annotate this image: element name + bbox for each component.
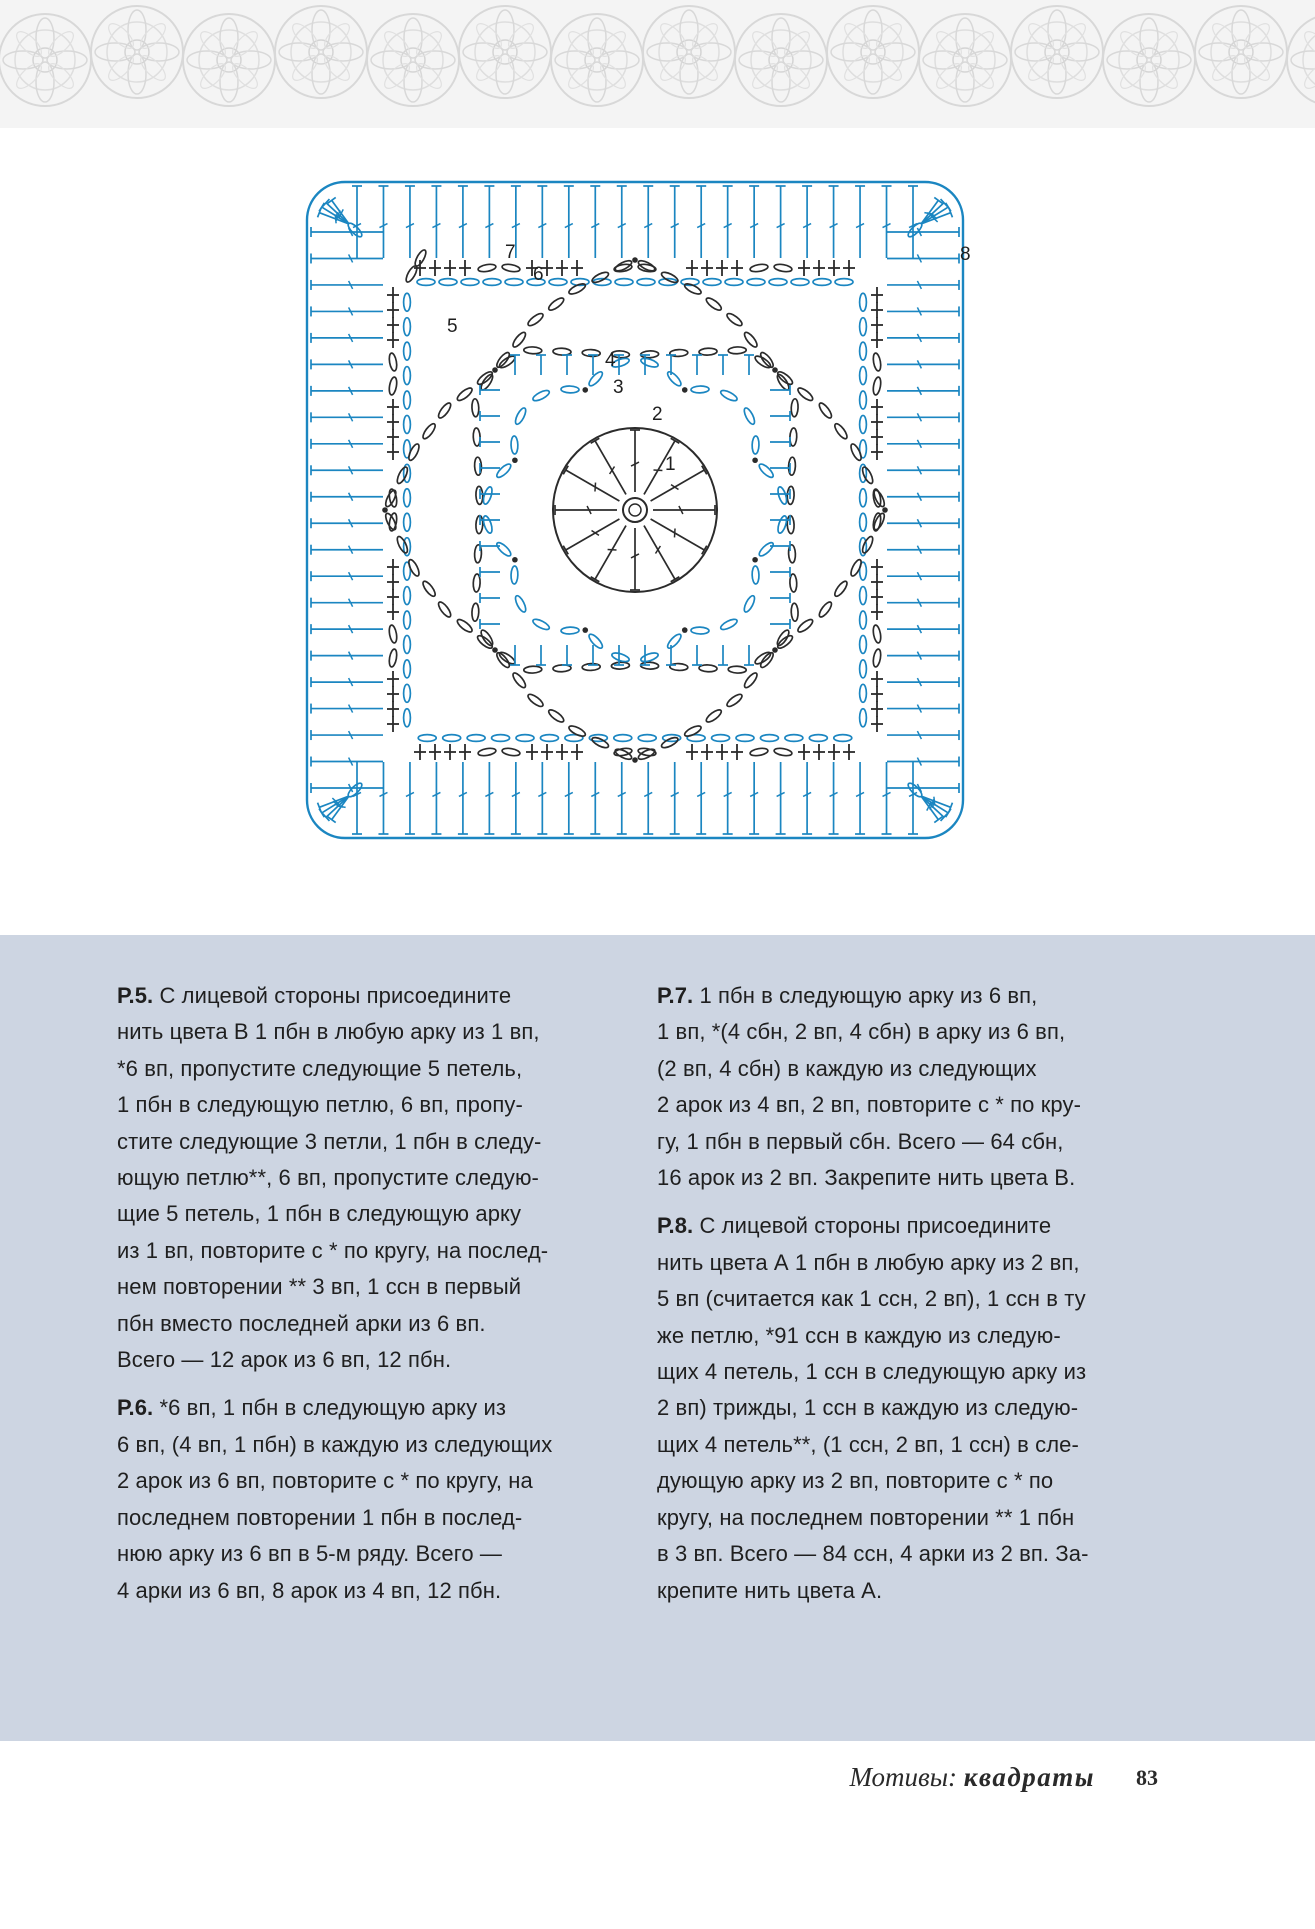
slip-stitch-dot — [512, 557, 518, 563]
step-label: Р.7. — [657, 983, 694, 1008]
petal-chain — [547, 708, 565, 724]
slip-stitch-dot — [682, 387, 688, 393]
chain-arc — [860, 660, 867, 678]
chain-stitch — [872, 353, 882, 372]
stitch-top-bar — [946, 203, 951, 211]
loop-chain — [482, 515, 494, 534]
slip-stitch-dot — [752, 457, 758, 463]
instruction-text: крепите нить цвета А. — [657, 1577, 883, 1603]
chain-arc — [860, 293, 867, 311]
chain-arc — [467, 735, 485, 742]
instruction-text: нить цвета А 1 пбн в любую арку из 2 вп, — [657, 1249, 1080, 1275]
double-crochet-stitch — [595, 526, 626, 580]
chain-stitch — [774, 747, 793, 757]
chain-arc — [769, 279, 787, 286]
chain-arc — [860, 587, 867, 605]
instruction-line — [117, 1087, 622, 1123]
stitch-top-bar — [319, 203, 324, 211]
step-label: Р.6. — [117, 1395, 154, 1421]
instructions-right-column — [657, 978, 1162, 1621]
chain-arc — [860, 709, 867, 727]
petal-chain — [705, 296, 723, 312]
instruction-text: 6 вп, (4 вп, 1 пбн) в каждую из следующих — [117, 1431, 553, 1457]
chain-arc — [860, 513, 867, 531]
chain-arc — [461, 279, 479, 286]
instruction-line — [657, 1390, 1162, 1426]
chain-arc — [809, 735, 827, 742]
instruction-text: *6 вп, пропустите следующие 5 петель, — [117, 1055, 523, 1081]
petal-chain — [421, 422, 437, 440]
instruction-text: 1 вп, *(4 сбн, 2 вп, 4 сбн) в арку из 6 вп, — [657, 1019, 1066, 1045]
decorative-header-band — [0, 0, 1315, 128]
slip-stitch-dot — [772, 647, 778, 653]
instructions-left-column — [117, 978, 622, 1621]
loop-chain — [495, 462, 513, 479]
petal-chain — [436, 401, 452, 419]
chain-stitch — [478, 263, 497, 273]
petal-chain — [791, 603, 799, 621]
instruction-text: 16 арок из 2 вп. Закрепите нить цвета В. — [657, 1165, 1076, 1191]
stitch-top-bar — [319, 809, 324, 817]
loop-chain — [495, 541, 513, 558]
loop-chain — [511, 436, 518, 454]
chain-arc — [404, 342, 411, 360]
chain-arc — [725, 279, 743, 286]
double-crochet-stitch — [566, 519, 620, 550]
chain-arc — [404, 367, 411, 385]
chain-arc — [404, 391, 411, 409]
loop-chain — [752, 436, 759, 454]
stitch-crossbar — [674, 528, 675, 537]
loop-chain — [640, 357, 659, 369]
slip-stitch-dot — [492, 367, 498, 373]
chain-arc — [860, 611, 867, 629]
instruction-line — [117, 1306, 622, 1342]
instruction-text: дующую арку из 2 вп, повторите с * по — [657, 1468, 1054, 1494]
page-footer — [0, 1762, 1315, 1812]
chain-arc — [404, 318, 411, 336]
chain-arc — [638, 735, 656, 742]
loop-chain — [587, 370, 604, 388]
chain-arc — [860, 635, 867, 653]
page-number: 83 — [1136, 1765, 1158, 1790]
step-label: Р.5. — [117, 983, 154, 1008]
instruction-text: гу, 1 пбн в первый сбн. Всего — 64 сбн, — [657, 1128, 1064, 1154]
chain-stitch — [388, 625, 398, 644]
chain-arc — [813, 279, 831, 286]
chain-arc — [736, 735, 754, 742]
petal-chain — [568, 724, 587, 738]
chain-arc — [860, 684, 867, 702]
instruction-text: 4 арки из 6 вп, 8 арок из 4 вп, 12 пбн. — [117, 1577, 502, 1603]
petal-chain — [526, 311, 544, 327]
loop-chain — [691, 386, 709, 393]
slip-stitch-dot — [632, 257, 638, 263]
chain-arc — [404, 587, 411, 605]
instruction-line — [657, 1500, 1162, 1536]
corner-stitch — [921, 796, 944, 817]
petal-chain — [833, 580, 849, 598]
chain-arc — [443, 735, 461, 742]
chain-arc — [404, 415, 411, 433]
crochet-chart — [295, 170, 975, 850]
chain-arc — [404, 635, 411, 653]
chain-arc — [404, 684, 411, 702]
chain-arc — [404, 709, 411, 727]
chain-stitch — [872, 377, 882, 396]
petal-chain — [683, 282, 702, 296]
instruction-step — [657, 978, 1162, 1196]
section-name: квадраты — [963, 1762, 1095, 1792]
instruction-line — [657, 1014, 1162, 1050]
chain-stitch — [750, 747, 769, 757]
chain-arc — [505, 279, 523, 286]
petal-chain — [817, 600, 833, 618]
instructions-panel — [0, 935, 1315, 1741]
petal-chain — [728, 347, 746, 355]
petal-chain — [725, 311, 743, 327]
loop-chain — [513, 594, 527, 613]
chain-arc — [703, 279, 721, 286]
chain-stitch — [502, 747, 521, 757]
instruction-line — [657, 1051, 1162, 1087]
corner-stitch — [326, 203, 349, 224]
instruction-text: Всего — 12 арок из 6 вп, 12 пбн. — [117, 1347, 452, 1373]
instruction-text: 1 пбн в следующую арку из 6 вп, — [693, 983, 1038, 1008]
petal-chain — [591, 270, 610, 284]
instruction-line — [657, 1573, 1162, 1609]
chain-stitch — [388, 353, 398, 372]
loop-chain — [511, 566, 518, 584]
slip-stitch-dot — [682, 627, 688, 633]
loop-chain — [752, 566, 759, 584]
instruction-text: 5 вп (считается как 1 ссн, 2 вп), 1 ссн в ту — [657, 1286, 1086, 1312]
petal-chain — [511, 671, 528, 689]
lace-pattern-icon — [0, 0, 1315, 128]
magic-ring — [623, 498, 647, 522]
petal-chain — [407, 558, 421, 577]
instruction-line — [657, 1208, 1162, 1244]
instruction-text: щие 5 петель, 1 пбн в следующую арку — [117, 1201, 522, 1227]
chain-arc — [860, 489, 867, 507]
loop-chain — [482, 486, 494, 505]
instruction-line — [657, 1124, 1162, 1160]
petal-chain — [472, 603, 480, 621]
instruction-text: 2 вп) трижды, 1 ссн в каждую из следую- — [657, 1395, 1079, 1421]
instruction-text: С лицевой стороны присоедините — [693, 1213, 1052, 1239]
slip-stitch-dot — [882, 507, 888, 513]
instruction-line — [117, 978, 622, 1014]
instruction-line — [117, 1573, 622, 1609]
slip-stitch-dot — [632, 757, 638, 763]
instruction-line — [117, 1390, 622, 1426]
chain-arc — [834, 735, 852, 742]
chain-stitch — [478, 747, 497, 757]
row-number-label: 4 — [605, 350, 616, 371]
petal-chain — [436, 600, 452, 618]
instruction-text: кругу, на последнем повторении ** 1 пбн — [657, 1504, 1075, 1530]
instruction-text: пбн вместо последней арки из 6 вп. — [117, 1310, 486, 1336]
chain-arc — [791, 279, 809, 286]
instruction-text: в 3 вп. Всего — 84 ссн, 4 арки из 2 вп. За- — [657, 1541, 1089, 1567]
petal-chain — [547, 296, 565, 312]
loop-chain — [757, 541, 775, 558]
petal-chain — [660, 270, 679, 284]
loop-chain — [742, 594, 756, 613]
chain-arc — [860, 391, 867, 409]
loop-chain — [561, 627, 579, 634]
chain-arc — [615, 279, 633, 286]
chain-arc — [614, 735, 632, 742]
instruction-line — [117, 1196, 622, 1232]
chain-stitch — [872, 649, 882, 668]
instruction-line — [657, 1087, 1162, 1123]
loop-chain — [532, 617, 551, 631]
chain-arc — [404, 293, 411, 311]
loop-chain — [666, 632, 683, 650]
instruction-line — [117, 1014, 622, 1050]
instruction-line — [657, 1160, 1162, 1196]
instruction-line — [117, 1427, 622, 1463]
loop-chain — [611, 651, 630, 663]
slip-stitch-dot — [772, 367, 778, 373]
loop-chain — [532, 388, 551, 402]
petal-chain — [849, 443, 863, 462]
chain-arc — [404, 660, 411, 678]
stitch-crossbar — [608, 549, 617, 550]
loop-chain — [666, 370, 683, 388]
petal-chain — [791, 399, 799, 417]
petal-chain — [725, 692, 743, 708]
chain-stitch — [502, 263, 521, 273]
instruction-text: щих 4 петель**, (1 ссн, 2 вп, 1 ссн) в сле- — [657, 1431, 1079, 1457]
chain-arc — [413, 248, 428, 267]
row-number-label: 5 — [447, 316, 458, 337]
stitch-crossbar — [595, 483, 596, 492]
instruction-text: 1 пбн в следующую петлю, 6 вп, пропу- — [117, 1092, 523, 1118]
stitch-crossbar — [653, 470, 662, 471]
slip-stitch-dot — [492, 647, 498, 653]
row-number-label: 1 — [665, 454, 676, 475]
chain-stitch — [750, 263, 769, 273]
petal-chain — [796, 617, 814, 634]
instruction-line — [117, 1160, 622, 1196]
petal-chain — [421, 580, 437, 598]
petal-chain — [796, 386, 814, 403]
instruction-text: ющую петлю**, 6 вп, пропустите следую- — [117, 1165, 539, 1191]
loop-chain — [719, 388, 738, 402]
chain-arc — [785, 735, 803, 742]
loop-chain — [640, 651, 659, 663]
instruction-line — [117, 1500, 622, 1536]
instruction-line — [117, 1536, 622, 1572]
loop-chain — [776, 515, 788, 534]
instruction-text: 2 арок из 6 вп, повторите с * по кругу, на — [117, 1468, 533, 1494]
instruction-line — [657, 978, 1162, 1014]
petal-chain — [728, 666, 746, 674]
loop-chain — [757, 462, 775, 479]
row-number-label: 2 — [652, 404, 663, 425]
instruction-step — [657, 1208, 1162, 1608]
chain-arc — [404, 611, 411, 629]
petal-chain — [456, 386, 474, 403]
chain-stitch — [388, 649, 398, 668]
stitch-top-bar — [946, 809, 951, 817]
petal-chain — [524, 666, 542, 674]
petal-chain — [407, 443, 421, 462]
slip-stitch-dot — [382, 507, 388, 513]
section-title — [849, 1762, 1095, 1793]
petal-chain — [511, 331, 528, 349]
instruction-step — [117, 1390, 622, 1608]
row-number-label: 3 — [613, 377, 624, 398]
petal-chain — [456, 617, 474, 634]
instruction-text: последнем повторении 1 пбн в послед- — [117, 1504, 523, 1530]
chain-arc — [747, 279, 765, 286]
instruction-text: нить цвета В 1 пбн в любую арку из 1 вп, — [117, 1019, 540, 1045]
chain-stitch — [388, 377, 398, 396]
petal-chain — [817, 401, 833, 419]
double-crochet-stitch — [595, 441, 626, 495]
instruction-text: С лицевой стороны присоедините — [153, 983, 512, 1008]
instruction-line — [117, 1124, 622, 1160]
instruction-line — [117, 1463, 622, 1499]
instruction-line — [117, 1269, 622, 1305]
row-number-label: 7 — [505, 242, 516, 263]
chain-arc — [540, 735, 558, 742]
instruction-text: (2 вп, 4 сбн) в каждую из следующих — [657, 1055, 1037, 1081]
instruction-text: же петлю, *91 ссн в каждую из следую- — [657, 1322, 1061, 1348]
chain-arc — [492, 735, 510, 742]
instruction-text: из 1 вп, повторите с * по кругу, на послед- — [117, 1237, 549, 1263]
chain-arc — [483, 279, 501, 286]
instruction-line — [657, 1463, 1162, 1499]
chain-arc — [439, 279, 457, 286]
chain-arc — [835, 279, 853, 286]
petal-chain — [849, 558, 863, 577]
chain-arc — [860, 415, 867, 433]
chain-stitch — [774, 263, 793, 273]
petal-chain — [742, 671, 759, 689]
double-crochet-stitch — [651, 519, 705, 550]
double-crochet-stitch — [644, 526, 675, 580]
chain-arc — [860, 342, 867, 360]
section-prefix: Мотивы: — [849, 1762, 964, 1792]
instruction-text: нем повторении ** 3 вп, 1 ссн в первый — [117, 1274, 522, 1300]
row-number-label: 8 — [960, 244, 971, 265]
petal-chain — [833, 422, 849, 440]
chain-arc — [418, 735, 436, 742]
instruction-text: нюю арку из 6 вп в 5-м ряду. Всего — — [117, 1541, 503, 1567]
chain-stitch — [872, 625, 882, 644]
instruction-text: *6 вп, 1 пбн в следующую арку из — [153, 1395, 507, 1421]
chain-arc — [637, 279, 655, 286]
instruction-line — [117, 1233, 622, 1269]
step-label: Р.8. — [657, 1213, 694, 1239]
loop-chain — [776, 486, 788, 505]
instruction-text: 2 арок из 4 вп, 2 вп, повторите с * по кру- — [657, 1092, 1082, 1118]
instruction-line — [657, 1245, 1162, 1281]
petal-chain — [705, 708, 723, 724]
petal-chain — [526, 692, 544, 708]
petal-chain — [742, 331, 759, 349]
instruction-line — [657, 1427, 1162, 1463]
slip-stitch-dot — [752, 557, 758, 563]
instruction-step — [117, 978, 622, 1378]
row-number-label: 6 — [533, 264, 544, 285]
loop-chain — [742, 407, 756, 426]
double-crochet-stitch — [566, 470, 620, 501]
slip-stitch-dot — [582, 627, 588, 633]
double-crochet-stitch — [651, 470, 705, 501]
instruction-line — [657, 1536, 1162, 1572]
instruction-line — [117, 1051, 622, 1087]
instruction-line — [657, 1281, 1162, 1317]
petal-chain — [472, 399, 480, 417]
chain-arc — [516, 735, 534, 742]
chain-arc — [404, 489, 411, 507]
loop-chain — [719, 617, 738, 631]
loop-chain — [691, 627, 709, 634]
petal-chain — [683, 724, 702, 738]
instruction-line — [117, 1342, 622, 1378]
instruction-text: щих 4 петель, 1 ссн в следующую арку из — [657, 1359, 1087, 1385]
instruction-text: стите следующие 3 петли, 1 пбн в следу- — [117, 1128, 542, 1154]
magic-ring-inner — [629, 504, 641, 516]
loop-chain — [561, 386, 579, 393]
chain-arc — [404, 513, 411, 531]
chain-arc — [417, 279, 435, 286]
slip-stitch-dot — [512, 457, 518, 463]
petal-chain — [568, 282, 587, 296]
crochet-square-diagram — [295, 170, 975, 850]
chain-arc — [860, 318, 867, 336]
instruction-line — [657, 1354, 1162, 1390]
loop-chain — [587, 632, 604, 650]
chain-arc — [760, 735, 778, 742]
chain-arc — [712, 735, 730, 742]
loop-chain — [513, 407, 527, 426]
slip-stitch-dot — [582, 387, 588, 393]
instruction-line — [657, 1318, 1162, 1354]
chain-arc — [549, 279, 567, 286]
chain-arc — [860, 367, 867, 385]
petal-chain — [524, 347, 542, 355]
